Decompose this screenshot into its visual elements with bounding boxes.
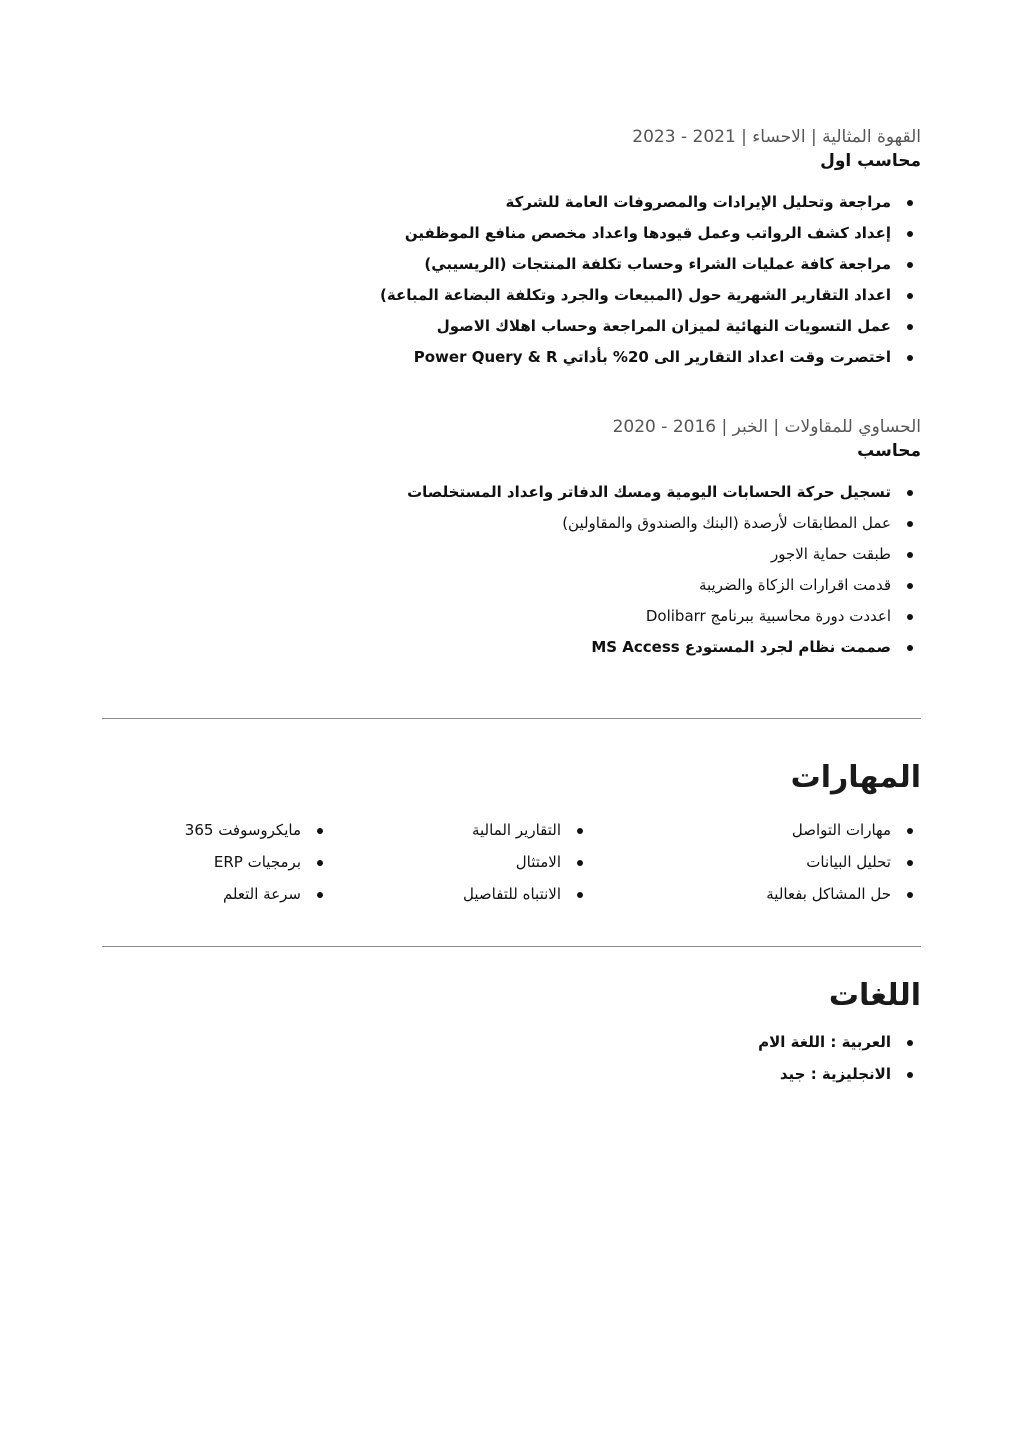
list-item: مراجعة كافة عمليات الشراء وحساب تكلفة المنتجات (الريسيبي) (102, 254, 921, 274)
list-item: اعداد التقارير الشهرية حول (المبيعات والجرد وتكلفة البضاعة المباعة) (102, 285, 921, 305)
skills-column-1 (661, 820, 921, 916)
list-item: اختصرت وقت اعداد التقارير الى 20% بأداتي Power Query & R (102, 347, 921, 367)
job-header: القهوة المثالية | الاحساء | 2021 - 2023 (632, 127, 921, 147)
list-item: الانجليزية : جيد (102, 1064, 921, 1084)
list-item: سرعة التعلم (71, 884, 331, 904)
list-item: تحليل البيانات (661, 852, 921, 872)
section-divider (102, 946, 921, 947)
list-item: عمل المطابقات لأرصدة (البنك والصندوق والمقاولين) (102, 513, 921, 533)
list-item: حل المشاكل بفعالية (661, 884, 921, 904)
list-item: عمل التسويات النهائية لميزان المراجعة وحساب اهلاك الاصول (102, 316, 921, 336)
list-item: صممت نظام لجرد المستودع MS Access (102, 637, 921, 657)
list-item: طبقت حماية الاجور (102, 544, 921, 564)
section-divider (102, 718, 921, 719)
job-header: الحساوي للمقاولات | الخبر | 2016 - 2020 (612, 417, 921, 437)
skills-grid (102, 820, 921, 910)
languages-section-title: اللغات (828, 978, 921, 1013)
skills-section-title: المهارات (790, 760, 921, 795)
list-item: مايكروسوفت 365 (71, 820, 331, 840)
languages-list (102, 1032, 921, 1096)
job-title: محاسب اول (820, 151, 921, 171)
job-duties-list (102, 482, 921, 657)
list-item: الامتثال (331, 852, 591, 872)
skills-column-2 (331, 820, 591, 916)
skills-column-3 (71, 820, 331, 916)
job-duties-list (102, 192, 921, 367)
experience-entry-2 (102, 416, 921, 668)
list-item: التقارير المالية (331, 820, 591, 840)
list-item: تسجيل حركة الحسابات اليومية ومسك الدفاتر واعداد المستخلصات (102, 482, 921, 502)
experience-entry-1 (102, 126, 921, 378)
list-item: إعداد كشف الرواتب وعمل قيودها واعداد مخصص منافع الموظفين (102, 223, 921, 243)
list-item: مراجعة وتحليل الإيرادات والمصروفات العامة للشركة (102, 192, 921, 212)
list-item: الانتباه للتفاصيل (331, 884, 591, 904)
list-item: العربية : اللغة الام (102, 1032, 921, 1052)
list-item: قدمت اقرارات الزكاة والضريبة (102, 575, 921, 595)
job-title: محاسب (857, 441, 921, 461)
list-item: اعددت دورة محاسبية ببرنامج Dolibarr (102, 606, 921, 626)
resume-page (102, 0, 921, 1448)
list-item: برمجيات ERP (71, 852, 331, 872)
list-item: مهارات التواصل (661, 820, 921, 840)
